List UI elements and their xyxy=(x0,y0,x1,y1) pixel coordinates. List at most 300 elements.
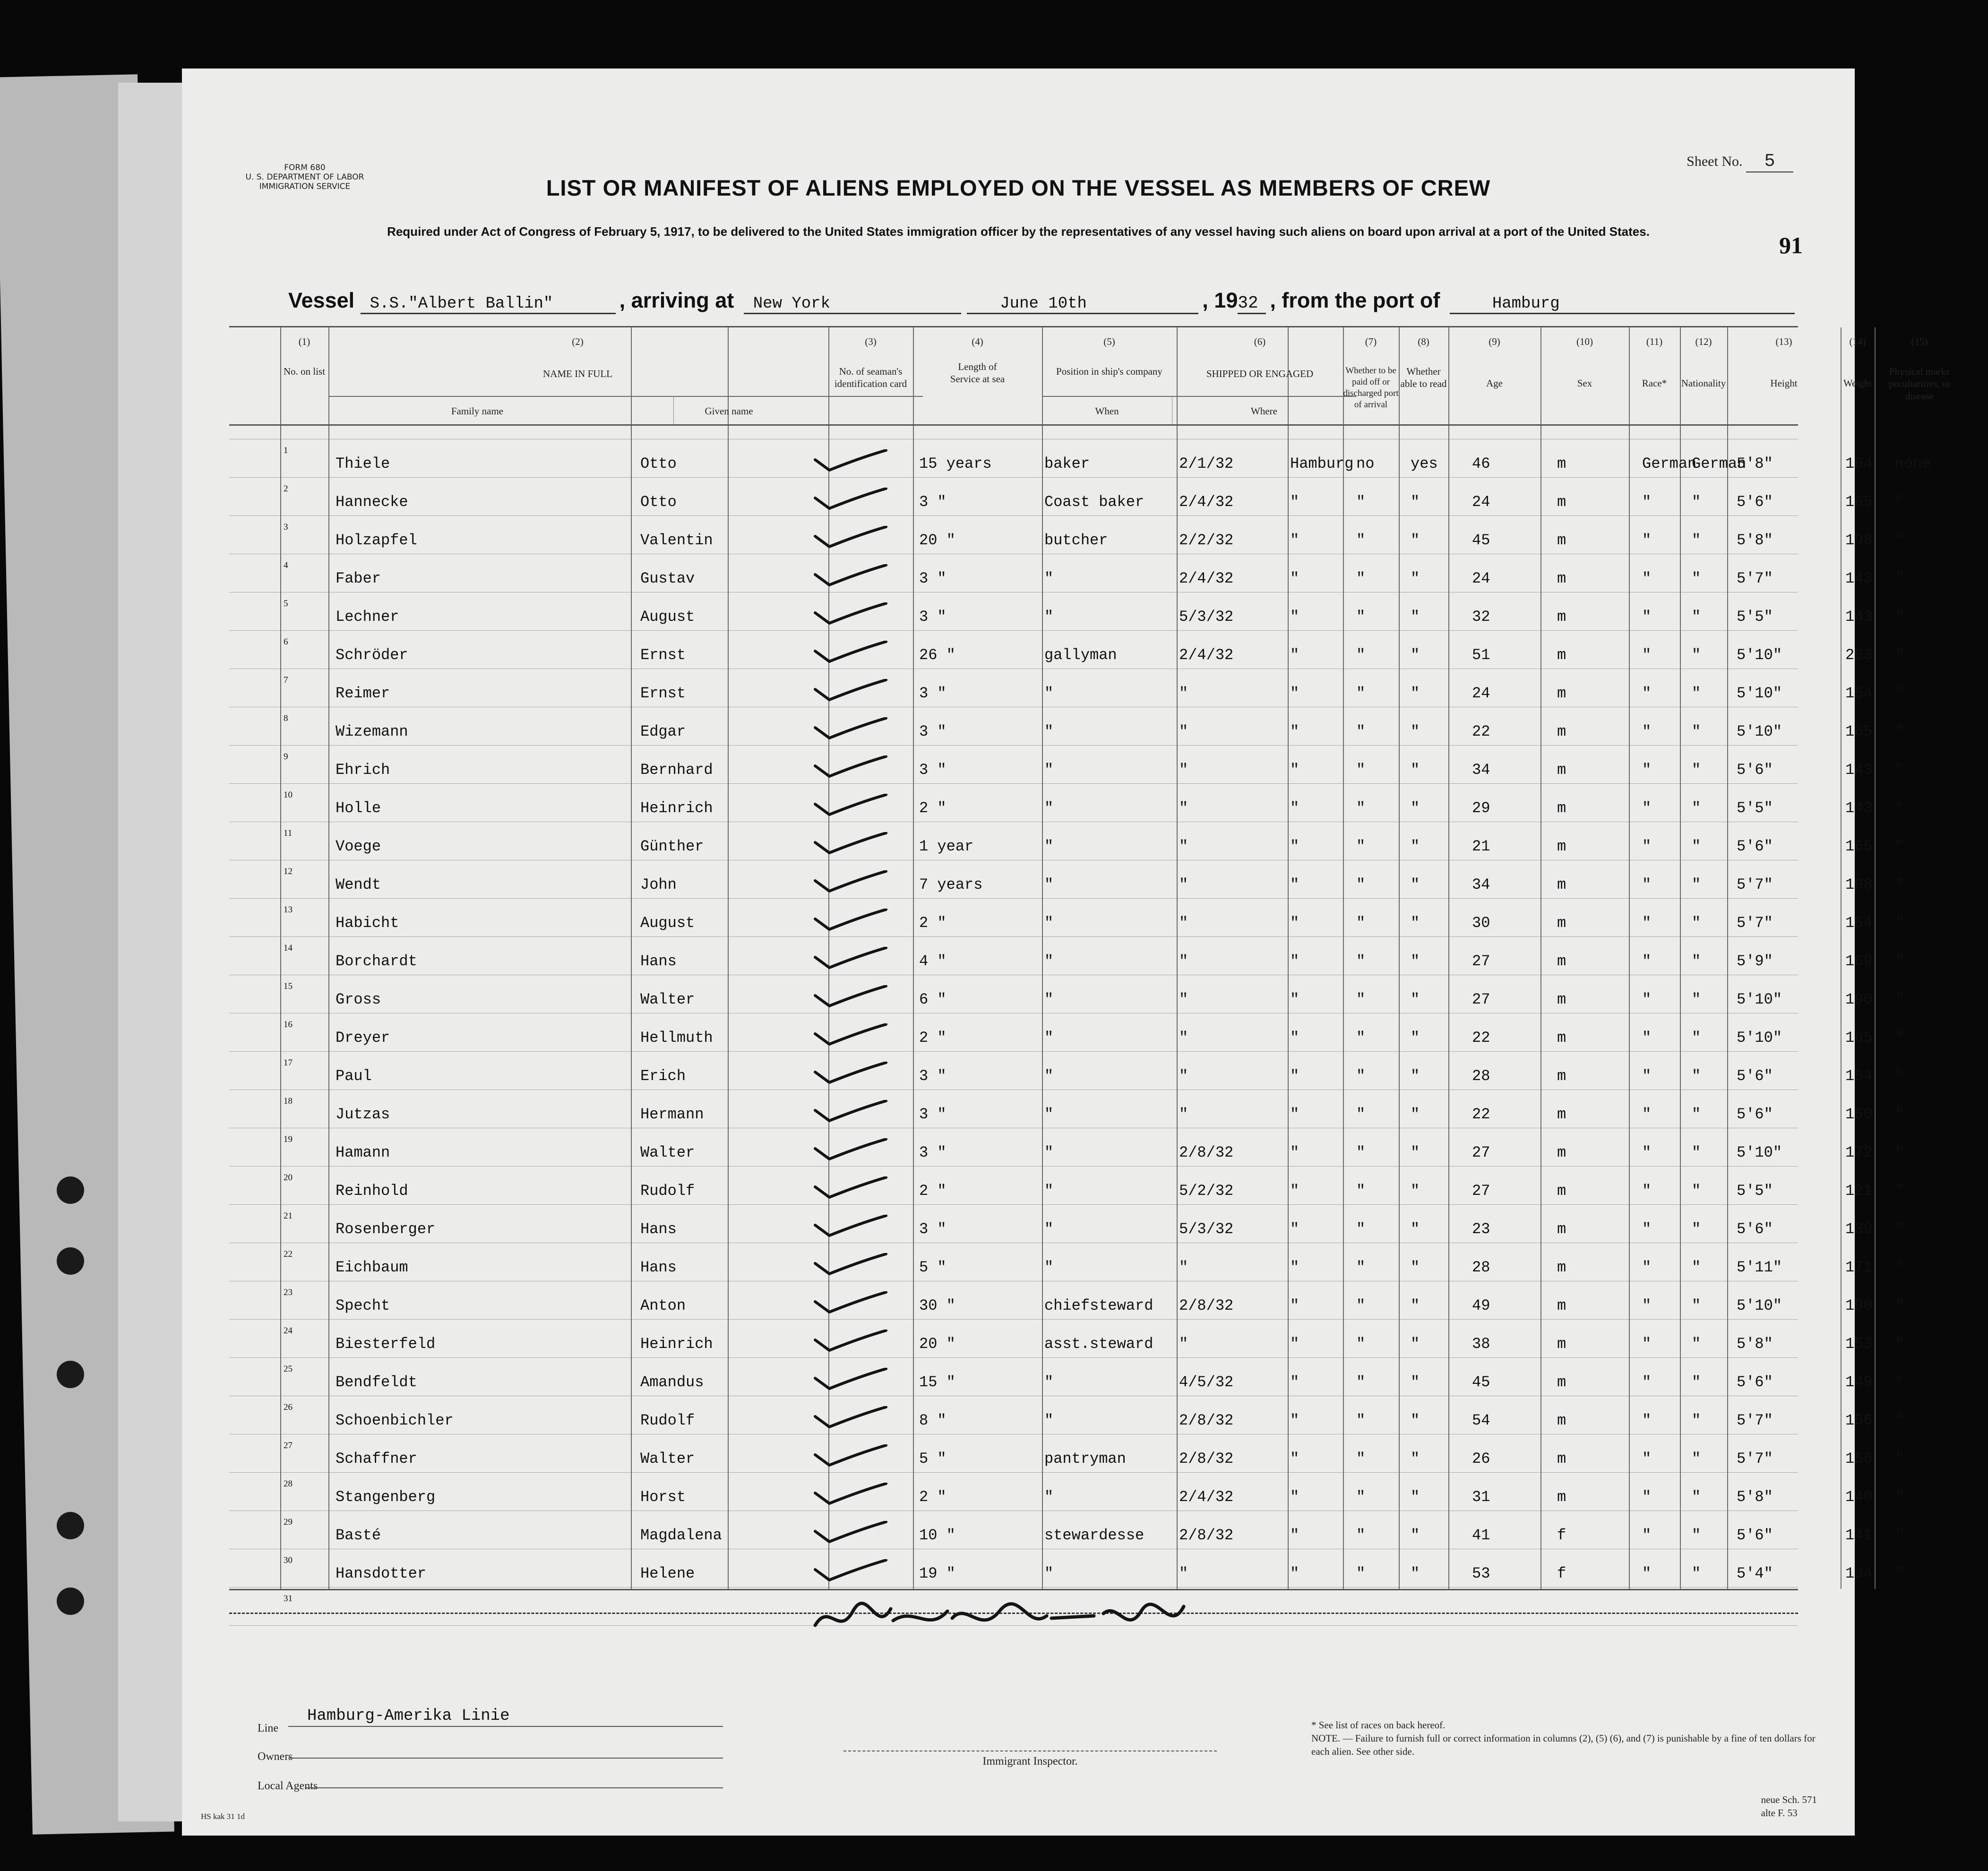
table-row xyxy=(229,479,1904,517)
check-mark-icon xyxy=(813,602,888,626)
cell-family: Wizemann xyxy=(336,723,408,740)
cell-no: 2 xyxy=(284,484,288,494)
check-mark-icon xyxy=(813,679,888,703)
cell-where: " xyxy=(1290,493,1300,511)
cell-race: " xyxy=(1642,1412,1652,1429)
cell-service: 19 " xyxy=(919,1565,955,1582)
col-header-race: Race* xyxy=(1642,378,1667,389)
cell-sex: m xyxy=(1557,723,1566,740)
cell-family: Habicht xyxy=(336,914,399,932)
agents-label: Local Agents xyxy=(258,1780,318,1792)
cell-when: 2/8/32 xyxy=(1179,1144,1234,1161)
cell-sex: f xyxy=(1557,1565,1566,1582)
cell-read: " xyxy=(1411,493,1420,511)
cell-when: " xyxy=(1179,1335,1188,1353)
cell-paid-off: " xyxy=(1356,685,1366,702)
punch-hole xyxy=(57,1361,84,1388)
cell-race: " xyxy=(1642,1373,1652,1391)
cell-sex: m xyxy=(1557,1335,1566,1353)
cell-marks: " xyxy=(1895,1527,1904,1544)
cell-sex: m xyxy=(1557,1106,1566,1123)
cell-age: 22 xyxy=(1472,723,1490,740)
col-header-name: NAME IN FULL xyxy=(543,368,612,379)
cell-weight: 165 xyxy=(1845,723,1873,740)
cell-read: " xyxy=(1411,723,1420,740)
cell-read: " xyxy=(1411,1527,1420,1544)
cell-paid-off: " xyxy=(1356,723,1366,740)
cell-where: " xyxy=(1290,1144,1300,1161)
cell-paid-off: no xyxy=(1356,455,1375,472)
cell-given: Gustav xyxy=(640,570,695,587)
cell-weight: 156 xyxy=(1845,1412,1873,1429)
cell-height: 5'10" xyxy=(1737,646,1782,664)
cell-given: Rudolf xyxy=(640,1412,695,1429)
cell-race: " xyxy=(1642,1488,1652,1506)
cell-height: 5'10" xyxy=(1737,1297,1782,1314)
cell-no: 17 xyxy=(284,1058,293,1068)
note-star: * See list of races on back hereof. xyxy=(1311,1719,1446,1731)
table-row xyxy=(229,1168,1904,1206)
cell-height: 5'10" xyxy=(1737,723,1782,740)
cell-marks: " xyxy=(1895,1335,1904,1353)
cell-family: Paul xyxy=(336,1067,372,1085)
footer-notes xyxy=(1311,1718,1831,1758)
cell-sex: m xyxy=(1557,953,1566,970)
cell-age: 27 xyxy=(1472,991,1490,1008)
cell-where: Hamburg xyxy=(1290,455,1354,472)
col-header-id-card: No. of seaman's identification card xyxy=(834,366,907,389)
col-num: (5) xyxy=(1103,336,1115,347)
cell-paid-off: " xyxy=(1356,1106,1366,1123)
check-mark-icon xyxy=(813,832,888,856)
cell-no: 7 xyxy=(284,675,288,685)
cell-given: Otto xyxy=(640,455,677,472)
cell-height: 5'8" xyxy=(1737,455,1773,472)
cell-service: 2 " xyxy=(919,1029,947,1047)
table-row xyxy=(229,517,1904,556)
cell-where: " xyxy=(1290,685,1300,702)
cell-sex: m xyxy=(1557,1412,1566,1429)
cell-nationality: " xyxy=(1692,723,1701,740)
cell-service: 5 " xyxy=(919,1450,947,1468)
col-header-position: Position in ship's company xyxy=(1056,366,1162,377)
cell-height: 5'6" xyxy=(1737,1106,1773,1123)
table-row xyxy=(229,1398,1904,1436)
service-name: IMMIGRATION SERVICE xyxy=(259,182,351,191)
cell-family: Bendfeldt xyxy=(336,1373,417,1391)
cell-paid-off: " xyxy=(1356,1488,1366,1506)
arrival-date: June 10th xyxy=(967,295,1198,314)
cell-weight: 171 xyxy=(1845,1259,1873,1276)
cell-no: 19 xyxy=(284,1134,293,1144)
cell-position: " xyxy=(1044,1412,1054,1429)
cell-service: 3 " xyxy=(919,1106,947,1123)
cell-service: 26 " xyxy=(919,646,955,664)
col-num: (13) xyxy=(1775,336,1792,347)
cell-service: 3 " xyxy=(919,1220,947,1238)
cell-height: 5'4" xyxy=(1737,1565,1773,1582)
cell-paid-off: " xyxy=(1356,646,1366,664)
cell-sex: m xyxy=(1557,1067,1566,1085)
cell-no: 13 xyxy=(284,905,293,915)
cell-given: Horst xyxy=(640,1488,686,1506)
cell-height: 5'5" xyxy=(1737,799,1773,817)
cell-marks: " xyxy=(1895,1029,1904,1047)
cell-where: " xyxy=(1290,953,1300,970)
cell-weight: 164 xyxy=(1845,455,1873,472)
inspector-label: Immigrant Inspector. xyxy=(843,1751,1217,1768)
cell-when: 2/4/32 xyxy=(1179,1488,1234,1506)
cell-race: German xyxy=(1642,455,1697,472)
table-row xyxy=(229,1474,1904,1512)
check-mark-icon xyxy=(813,1138,888,1162)
col-sub-family: Family name xyxy=(451,405,504,417)
printer-code: HS kak 31 1d xyxy=(201,1812,245,1821)
cell-service: 3 " xyxy=(919,685,947,702)
cell-when: 2/8/32 xyxy=(1179,1412,1234,1429)
cell-no: 27 xyxy=(284,1441,293,1450)
cell-read: " xyxy=(1411,1106,1420,1123)
cell-race: " xyxy=(1642,723,1652,740)
cell-weight: 139 xyxy=(1845,1220,1873,1238)
cell-weight: 134 xyxy=(1845,1565,1873,1582)
table-row xyxy=(229,632,1904,670)
cell-paid-off: " xyxy=(1356,761,1366,779)
cell-where: " xyxy=(1290,646,1300,664)
col-header-no: No. on list xyxy=(283,366,326,377)
cell-nationality: " xyxy=(1692,761,1701,779)
punch-hole xyxy=(57,1176,84,1204)
agents-value xyxy=(305,1768,723,1788)
cell-nationality: " xyxy=(1692,570,1701,587)
cell-marks: " xyxy=(1895,1297,1904,1314)
cell-where: " xyxy=(1290,991,1300,1008)
cell-where: " xyxy=(1290,1297,1300,1314)
cell-given: Ernst xyxy=(640,646,686,664)
cell-no: 4 xyxy=(284,560,288,570)
cell-given: Edgar xyxy=(640,723,686,740)
cell-read: " xyxy=(1411,1259,1420,1276)
table-row xyxy=(229,900,1904,938)
cell-paid-off: " xyxy=(1356,799,1366,817)
cell-nationality: " xyxy=(1692,1412,1701,1429)
cell-height: 5'6" xyxy=(1737,1220,1773,1238)
cell-height: 5'10" xyxy=(1737,1144,1782,1161)
cell-nationality: " xyxy=(1692,1450,1701,1468)
punch-hole xyxy=(57,1247,84,1275)
cell-read: " xyxy=(1411,1565,1420,1582)
cell-age: 54 xyxy=(1472,1412,1490,1429)
cell-paid-off: " xyxy=(1356,914,1366,932)
check-mark-icon xyxy=(813,1023,888,1047)
cell-weight: 165 xyxy=(1845,838,1873,855)
sheet-label: Sheet No. xyxy=(1687,154,1743,169)
line-value: Hamburg-Amerika Linie xyxy=(288,1707,723,1727)
cell-race: " xyxy=(1642,1335,1652,1353)
vessel-line xyxy=(288,288,1795,314)
cell-nationality: German xyxy=(1692,455,1747,472)
cell-height: 5'5" xyxy=(1737,608,1773,626)
cell-read: " xyxy=(1411,1488,1420,1506)
cell-where: " xyxy=(1290,1412,1300,1429)
check-mark-icon xyxy=(813,1330,888,1353)
cell-position: " xyxy=(1044,761,1054,779)
table-row xyxy=(229,594,1904,632)
col-header-weight: Weight xyxy=(1843,378,1872,389)
cell-family: Reimer xyxy=(336,685,390,702)
cell-height: 5'7" xyxy=(1737,1450,1773,1468)
cell-read: " xyxy=(1411,1029,1420,1047)
cell-weight: 143 xyxy=(1845,608,1873,626)
cell-read: " xyxy=(1411,532,1420,549)
col-num: (7) xyxy=(1365,336,1377,347)
cell-family: Schröder xyxy=(336,646,408,664)
cell-service: 3 " xyxy=(919,493,947,511)
col-num: (12) xyxy=(1695,336,1712,347)
cell-nationality: " xyxy=(1692,1144,1701,1161)
cell-read: " xyxy=(1411,685,1420,702)
check-mark-icon xyxy=(813,1559,888,1583)
cell-when: " xyxy=(1179,838,1188,855)
crew-table xyxy=(229,326,1951,1604)
cell-paid-off: " xyxy=(1356,1144,1366,1161)
cell-service: 20 " xyxy=(919,532,955,549)
cell-given: Otto xyxy=(640,493,677,511)
cell-age: 21 xyxy=(1472,838,1490,855)
cell-family: Gross xyxy=(336,991,381,1008)
cell-when: " xyxy=(1179,1029,1188,1047)
cell-where: " xyxy=(1290,532,1300,549)
cell-race: " xyxy=(1642,1144,1652,1161)
cell-read: " xyxy=(1411,608,1420,626)
cell-race: " xyxy=(1642,876,1652,893)
col-num: (6) xyxy=(1254,336,1266,347)
page-title: LIST OR MANIFEST OF ALIENS EMPLOYED ON THE VESSEL AS MEMBERS OF CREW xyxy=(546,175,1491,200)
cell-race: " xyxy=(1642,1106,1652,1123)
cell-position: " xyxy=(1044,570,1054,587)
cell-age: 26 xyxy=(1472,1450,1490,1468)
cell-where: " xyxy=(1290,723,1300,740)
cell-weight: 169 xyxy=(1845,953,1873,970)
col-num: (3) xyxy=(865,336,877,347)
cell-no: 21 xyxy=(284,1211,293,1221)
cell-position: " xyxy=(1044,685,1054,702)
cell-sex: m xyxy=(1557,685,1566,702)
cell-height: 5'9" xyxy=(1737,953,1773,970)
check-mark-icon xyxy=(813,870,888,894)
col-header-shipped: SHIPPED OR ENGAGED xyxy=(1206,368,1314,379)
cell-age: 27 xyxy=(1472,1144,1490,1161)
cell-position: " xyxy=(1044,1029,1054,1047)
page-subtitle: Required under Act of Congress of February 5, 1917, to be delivered to the United States immigration officer by the representatives of any vessel having such aliens on board upon arrival at a port of the United States. xyxy=(387,224,1650,239)
cell-weight: 149 xyxy=(1845,1373,1873,1391)
cell-read: " xyxy=(1411,1450,1420,1468)
cell-marks: " xyxy=(1895,685,1904,702)
cell-position: " xyxy=(1044,953,1054,970)
cell-no: 5 xyxy=(284,599,288,609)
cell-given: August xyxy=(640,914,695,932)
cell-service: 7 years xyxy=(919,876,983,893)
cell-given: Anton xyxy=(640,1297,686,1314)
cell-where: " xyxy=(1290,838,1300,855)
cell-service: 2 " xyxy=(919,914,947,932)
col-num: (15) xyxy=(1911,336,1928,347)
cell-position: " xyxy=(1044,1565,1054,1582)
cell-when: " xyxy=(1179,1259,1188,1276)
cell-sex: m xyxy=(1557,876,1566,893)
cell-weight: 141 xyxy=(1845,1527,1873,1544)
cell-no: 6 xyxy=(284,637,288,647)
cell-where: " xyxy=(1290,1527,1300,1544)
cell-marks: " xyxy=(1895,953,1904,970)
table-row xyxy=(229,824,1904,862)
cell-height: 5'6" xyxy=(1737,1067,1773,1085)
cell-nationality: " xyxy=(1692,914,1701,932)
cell-where: " xyxy=(1290,570,1300,587)
cell-race: " xyxy=(1642,761,1652,779)
cell-race: " xyxy=(1642,493,1652,511)
cell-height: 5'6" xyxy=(1737,493,1773,511)
check-mark-icon xyxy=(813,1062,888,1085)
cell-family: Schaffner xyxy=(336,1450,417,1468)
arriving-label: , arriving at xyxy=(619,288,734,312)
cell-marks: " xyxy=(1895,1450,1904,1468)
cell-paid-off: " xyxy=(1356,1220,1366,1238)
owners-value xyxy=(288,1739,723,1759)
cell-where: " xyxy=(1290,1106,1300,1123)
cell-read: " xyxy=(1411,1144,1420,1161)
check-mark-icon xyxy=(813,641,888,664)
cell-weight: 203 xyxy=(1845,646,1873,664)
cell-sex: m xyxy=(1557,1029,1566,1047)
cell-nationality: " xyxy=(1692,1488,1701,1506)
cell-age: 53 xyxy=(1472,1565,1490,1582)
cell-age: 45 xyxy=(1472,532,1490,549)
col-header-read: Whether able to read xyxy=(1400,366,1447,389)
cell-sex: m xyxy=(1557,1220,1566,1238)
check-mark-icon xyxy=(813,1406,888,1430)
cell-marks: " xyxy=(1895,838,1904,855)
cell-race: " xyxy=(1642,991,1652,1008)
cell-height: 5'10" xyxy=(1737,991,1782,1008)
cell-service: 3 " xyxy=(919,723,947,740)
cell-when: 5/3/32 xyxy=(1179,1220,1234,1238)
check-mark-icon xyxy=(813,947,888,970)
cell-where: " xyxy=(1290,608,1300,626)
cell-when: 2/8/32 xyxy=(1179,1297,1234,1314)
cell-nationality: " xyxy=(1692,1029,1701,1047)
cell-sex: m xyxy=(1557,646,1566,664)
table-row xyxy=(229,1283,1904,1321)
cell-race: " xyxy=(1642,532,1652,549)
cell-position: asst.steward xyxy=(1044,1335,1153,1353)
cell-race: " xyxy=(1642,646,1652,664)
col-num: (4) xyxy=(972,336,983,347)
col-num: (11) xyxy=(1646,336,1663,347)
cell-read: yes xyxy=(1411,455,1438,472)
cell-position: pantryman xyxy=(1044,1450,1126,1468)
cell-nationality: " xyxy=(1692,1565,1701,1582)
cell-no: 28 xyxy=(284,1479,293,1489)
table-row xyxy=(229,556,1904,594)
cell-marks: " xyxy=(1895,723,1904,740)
cell-nationality: " xyxy=(1692,1106,1701,1123)
cell-paid-off: " xyxy=(1356,1373,1366,1391)
cell-age: 31 xyxy=(1472,1488,1490,1506)
cell-age: 45 xyxy=(1472,1373,1490,1391)
cell-sex: m xyxy=(1557,761,1566,779)
cell-when: 2/4/32 xyxy=(1179,493,1234,511)
cell-read: " xyxy=(1411,761,1420,779)
from-label: , from the port of xyxy=(1270,288,1440,312)
cell-race: " xyxy=(1642,1450,1652,1468)
cell-weight: 156 xyxy=(1845,1450,1873,1468)
cell-height: 5'11" xyxy=(1737,1259,1782,1276)
cell-nationality: " xyxy=(1692,799,1701,817)
check-mark-icon xyxy=(813,1291,888,1315)
cell-no: 31 xyxy=(284,1594,293,1604)
cell-sex: m xyxy=(1557,1488,1566,1506)
cell-family: Thiele xyxy=(336,455,390,472)
cell-height: 5'6" xyxy=(1737,1373,1773,1391)
cell-no: 22 xyxy=(284,1249,293,1259)
col-header-age: Age xyxy=(1486,378,1503,389)
cell-height: 5'6" xyxy=(1737,761,1773,779)
cell-where: " xyxy=(1290,1488,1300,1506)
cell-family: Hansdotter xyxy=(336,1565,427,1582)
cell-no: 25 xyxy=(284,1364,293,1374)
cell-where: " xyxy=(1290,914,1300,932)
cell-family: Jutzas xyxy=(336,1106,390,1123)
cell-service: 20 " xyxy=(919,1335,955,1353)
cell-position: " xyxy=(1044,1488,1054,1506)
cell-sex: m xyxy=(1557,1259,1566,1276)
table-row xyxy=(229,977,1904,1015)
cell-age: 32 xyxy=(1472,608,1490,626)
cell-family: Specht xyxy=(336,1297,390,1314)
cell-service: 15 years xyxy=(919,455,992,472)
cell-weight: 198 xyxy=(1845,532,1873,549)
cell-nationality: " xyxy=(1692,1182,1701,1200)
cell-service: 5 " xyxy=(919,1259,947,1276)
cell-paid-off: " xyxy=(1356,1259,1366,1276)
cell-nationality: " xyxy=(1692,1067,1701,1085)
cell-read: " xyxy=(1411,570,1420,587)
cell-paid-off: " xyxy=(1356,991,1366,1008)
cell-marks: " xyxy=(1895,1106,1904,1123)
check-mark-icon xyxy=(813,449,888,473)
cell-age: 46 xyxy=(1472,455,1490,472)
cell-height: 5'7" xyxy=(1737,570,1773,587)
cell-paid-off: " xyxy=(1356,1565,1366,1582)
cell-weight: 198 xyxy=(1845,876,1873,893)
cell-service: 2 " xyxy=(919,1182,947,1200)
cell-weight: 143 xyxy=(1845,761,1873,779)
cell-paid-off: " xyxy=(1356,1029,1366,1047)
cell-height: 5'8" xyxy=(1737,1488,1773,1506)
cell-marks: " xyxy=(1895,570,1904,587)
sheet-number xyxy=(1687,151,1793,172)
cell-family: Faber xyxy=(336,570,381,587)
cell-position: " xyxy=(1044,838,1054,855)
form-number: FORM 680 xyxy=(284,163,326,172)
cell-age: 51 xyxy=(1472,646,1490,664)
cell-service: 3 " xyxy=(919,1144,947,1161)
cell-paid-off: " xyxy=(1356,608,1366,626)
table-row xyxy=(229,1551,1904,1589)
cell-service: 6 " xyxy=(919,991,947,1008)
cell-race: " xyxy=(1642,685,1652,702)
